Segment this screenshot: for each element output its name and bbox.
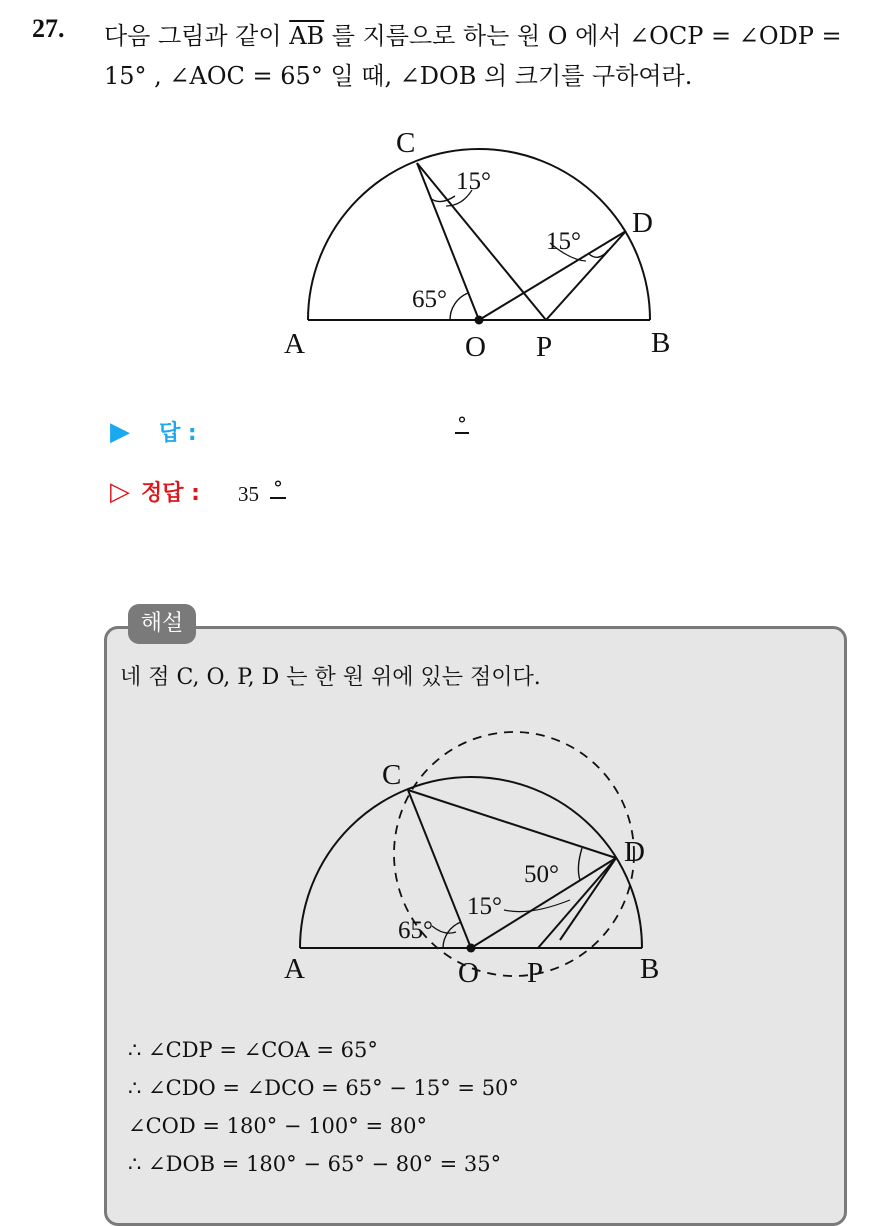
triangle-solid-icon: ▶	[110, 417, 130, 447]
label-o: O	[458, 957, 479, 989]
segment-ab: $\overline{AB}$	[289, 22, 325, 50]
label-d: D	[632, 207, 653, 239]
solution-unit: °	[270, 479, 286, 499]
angle-arc-50	[578, 848, 582, 880]
label-b: B	[651, 327, 671, 359]
question-text-line1-pre: 다음 그림과 같이	[104, 22, 290, 50]
label-p: P	[527, 957, 544, 989]
angle-label-65: 65°	[398, 917, 433, 944]
label-a: A	[284, 953, 305, 985]
explanation-intro: 네 점 C, O, P, D 는 한 원 위에 있는 점이다.	[120, 665, 541, 690]
segment-d-mid	[560, 858, 616, 940]
segment-cd	[408, 790, 616, 858]
label-p: P	[536, 331, 553, 363]
answer-label: 답 :	[159, 421, 197, 446]
label-c: C	[396, 127, 416, 159]
center-o-dot	[467, 944, 476, 953]
explanation-step: ∴ ∠CDP = ∠COA = 65°	[128, 1038, 378, 1062]
solution-label: 정답 :	[141, 481, 200, 506]
answer-row	[110, 416, 197, 447]
solution-value: 35	[238, 482, 259, 506]
angle-arc-65	[443, 922, 461, 948]
label-c: C	[382, 759, 402, 791]
angle-label-aoc: 65°	[412, 286, 447, 313]
label-a: A	[284, 328, 305, 360]
explanation-step: ∴ ∠DOB = 180° − 65° − 80° = 35°	[128, 1152, 502, 1176]
angle-label-50: 50°	[524, 861, 559, 888]
label-o: O	[465, 331, 486, 363]
semicircle-arc	[300, 777, 642, 948]
question-text-line2: 15° , ∠AOC = 65° 일 때, ∠DOB 의 크기를 구하여라.	[104, 62, 693, 90]
answer-unit: °	[457, 412, 467, 436]
angle-arc-aoc	[450, 293, 468, 320]
explanation-step: ∠COD = 180° − 100° = 80°	[128, 1114, 427, 1138]
label-d: D	[624, 836, 645, 868]
question-text-line1-post: 를 지름으로 하는 원 O 에서 ∠OCP = ∠ODP =	[324, 22, 842, 50]
question-text-line1	[104, 16, 842, 51]
angle-label-odp: 15°	[546, 228, 581, 255]
question-number: 27.	[32, 14, 65, 43]
solution-row	[110, 476, 200, 507]
center-o-dot	[475, 316, 484, 325]
arrow-15	[504, 900, 570, 912]
explanation-step: ∴ ∠CDO = ∠DCO = 65° − 15° = 50°	[128, 1076, 519, 1100]
angle-label-ocp: 15°	[456, 168, 491, 195]
angle-arc-ocp	[430, 196, 455, 202]
question-figure	[260, 118, 700, 368]
explanation-tag: 해설	[128, 604, 196, 644]
explanation-figure	[260, 720, 700, 1010]
label-b: B	[640, 953, 660, 985]
triangle-outline-icon: ▷	[110, 477, 130, 507]
angle-label-15: 15°	[467, 893, 502, 920]
